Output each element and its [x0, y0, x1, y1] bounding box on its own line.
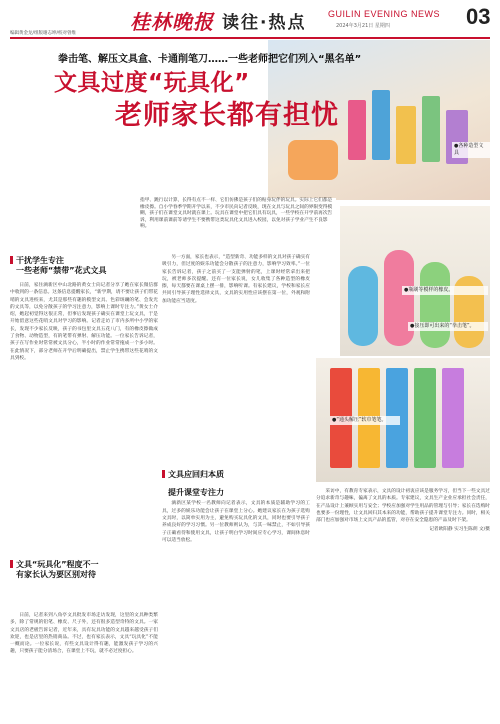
article-intro: 指甲、跳行以计算，长得有点不一样、它们仿佛是孩子们的贴身玩伴的玩具。实际上它们都是橡皮擦。自小学春季学期开学以来，不少市民向记者反映，现在文具与玩具之间的界限变得模糊，孩子们在课堂文具时就在课上。玩具在课堂中把它们具有玩具，一些学校在开学前再次告诉，利用课前课前等请学生不要携带这类玩具化文具进入校园，以免对孩子学业产生不良影响。: [140, 198, 336, 248]
page-number: 03: [466, 4, 491, 29]
section-3-heading: 文具应回归本质: [162, 470, 224, 480]
article-headline-line-2: 老师家长都有担忧: [115, 100, 339, 131]
section-2-body: 日前，记者来到八角亭文具批发市场走访发现，这里的文具种类繁多，除了常规的铅笔、橡皮、尺子外，还有很多造型奇特的文具。一家文具店的老板告诉记者，近年来，具有玩具功能的文具越来越受孩子们欢迎，也是店里的热销商品。不过，也有家长表示，文具“玩具化”不能一概而论。一位家长说，有些文具设计得有趣，能激发孩子学习的兴趣，只要孩子能分清场合，在课堂上不玩，就不必过度担心。: [10, 613, 158, 655]
eraser-shape: [420, 262, 450, 348]
article-headline-line-1: 文具过度“玩具化”: [54, 70, 250, 96]
eraser-shape: [288, 140, 338, 180]
section-2-heading: 文具“玩具化”程度不一 有家长认为要区别对待: [10, 560, 99, 581]
pen-shape: [372, 90, 390, 160]
newspaper-logo: 桂林晚报: [130, 10, 214, 34]
section-3-body: 提升课堂专注力 漓新区某学校一名教师向记者表示，文具的本质是辅助学习的工具，过多的娱乐功能会让孩子在课堂上分心。她建议家长在为孩子选购文具时，以简单实用为主，避免购买玩具化的文具，同时也要引导孩子养成良好的学习习惯。另一位教师则认为，与其一味禁止，不如引导孩子正确看待和使用文具，让孩子明白学习时间应专心学习，课间休息时可以适当放松。: [162, 488, 310, 543]
pen-shape: [348, 100, 366, 160]
pen-shape: [396, 106, 416, 164]
byline: 记者欧阳静 实习生陈朗 文/摄: [429, 527, 490, 533]
masthead-rule: [10, 37, 490, 39]
stationery-photo-bottom: [316, 358, 490, 482]
photo-caption: ●“通头解压”软巾笔笔。: [330, 416, 400, 425]
issue-date: 2024年3月21日 星期四: [336, 23, 390, 29]
section-1-body: 日前，家住漓新区中山北路的黄女士向记者分享了她在家长微信群中收到的一条信息。这条信息提醒家长，“新学期，请不要让孩子们带花哨的文具进校来，尤其是那些有趣的模型文具、色彩斑斓的笔、会发光的文具等，以免分散孩子的学习注意力，影响上课时专注力。”黄女士介绍，她起初觉得这很正常，但事后发现孩子确实在课堂上玩文具，于是开始留意这些花哨文具对学习的影响。记者走访了市内多所中小学的家长，发现不少家长反映，孩子的书包里文具五花八门，有的橡皮擦做成了食物、动物造型，有的笔带有弹射、解压功能。一位家长告诉记者，孩子在写作业时常常被文具分心，半小时的作业常常拖成一个多小时。在此情况下，部分老师在开学后明确提出，禁止学生携带这些花哨的文具到校。: [10, 283, 158, 361]
article-kicker: 拳击笔、解压文具盒、卡通削笔刀……一些老师把它们列入“黑名单”: [58, 54, 362, 65]
newspaper-english-name: GUILIN EVENING NEWS: [328, 9, 441, 19]
eraser-shape: [348, 266, 378, 346]
section-3-body-continued: 采访中，有教育专家表示，文具的设计初衷应该是服务学习，但当下一些文具过分追求新奇与趣味，偏离了文具的本质。专家建议，文具生产企业应承担社会责任，在产品设计上兼顾实用与安全；学校应加强对学生用品的管理与引导；家长在选购时也要多一份理性，让文具回归其本来的功能，帮助孩子提升课堂专注力。同时，相关部门也应加强对市场上文具产品的监管，对存在安全隐患的产品及时下架。 记者欧阳静 实习生陈朗 文/摄: [316, 489, 490, 533]
masthead: [0, 0, 500, 36]
pen-shape: [442, 368, 464, 468]
photo-caption: ●各种造型文具: [452, 142, 490, 158]
section-3-heading-line-2: 提升课堂专注力: [168, 488, 224, 497]
photo-caption: ●瓶刷等模样的橡皮。: [402, 286, 488, 295]
heading-bar: [10, 256, 13, 264]
eraser-shape: [384, 250, 414, 346]
middle-column-body: 另一方面，家长也表示，“造型新奇、功能多样的文具对孩子确实有吸引力，但过度的娱乐功能会分散孩子的注意力，影响学习效率。”一位家长告诉记者，孩子之前买了一支能弹射的笔，上课时经常拿出来把玩，被老师多次提醒。还有一位家长说，女儿收集了各种造型的橡皮擦，每天都要在课桌上摆一排，影响听课。有家长建议，学校和家长应共同引导孩子理性选择文具，文具的实用性应该摆在第一位，外观和附加功能应当适度。: [162, 255, 310, 304]
editor-credits: 编辑黄金龙/组版谢志坤/校对曾维: [10, 31, 77, 36]
pen-shape: [422, 96, 440, 162]
stationery-photo-middle: [340, 206, 490, 356]
photo-caption: ●接压即可出来的“拳击笔”。: [408, 322, 488, 331]
section-name: 读往·热点: [222, 13, 307, 33]
heading-bar: [10, 560, 13, 568]
heading-bar: [162, 470, 165, 478]
pen-shape: [414, 368, 436, 468]
section-1-heading: 干扰学生专注 一些老师“禁带”花式文具: [10, 256, 107, 277]
